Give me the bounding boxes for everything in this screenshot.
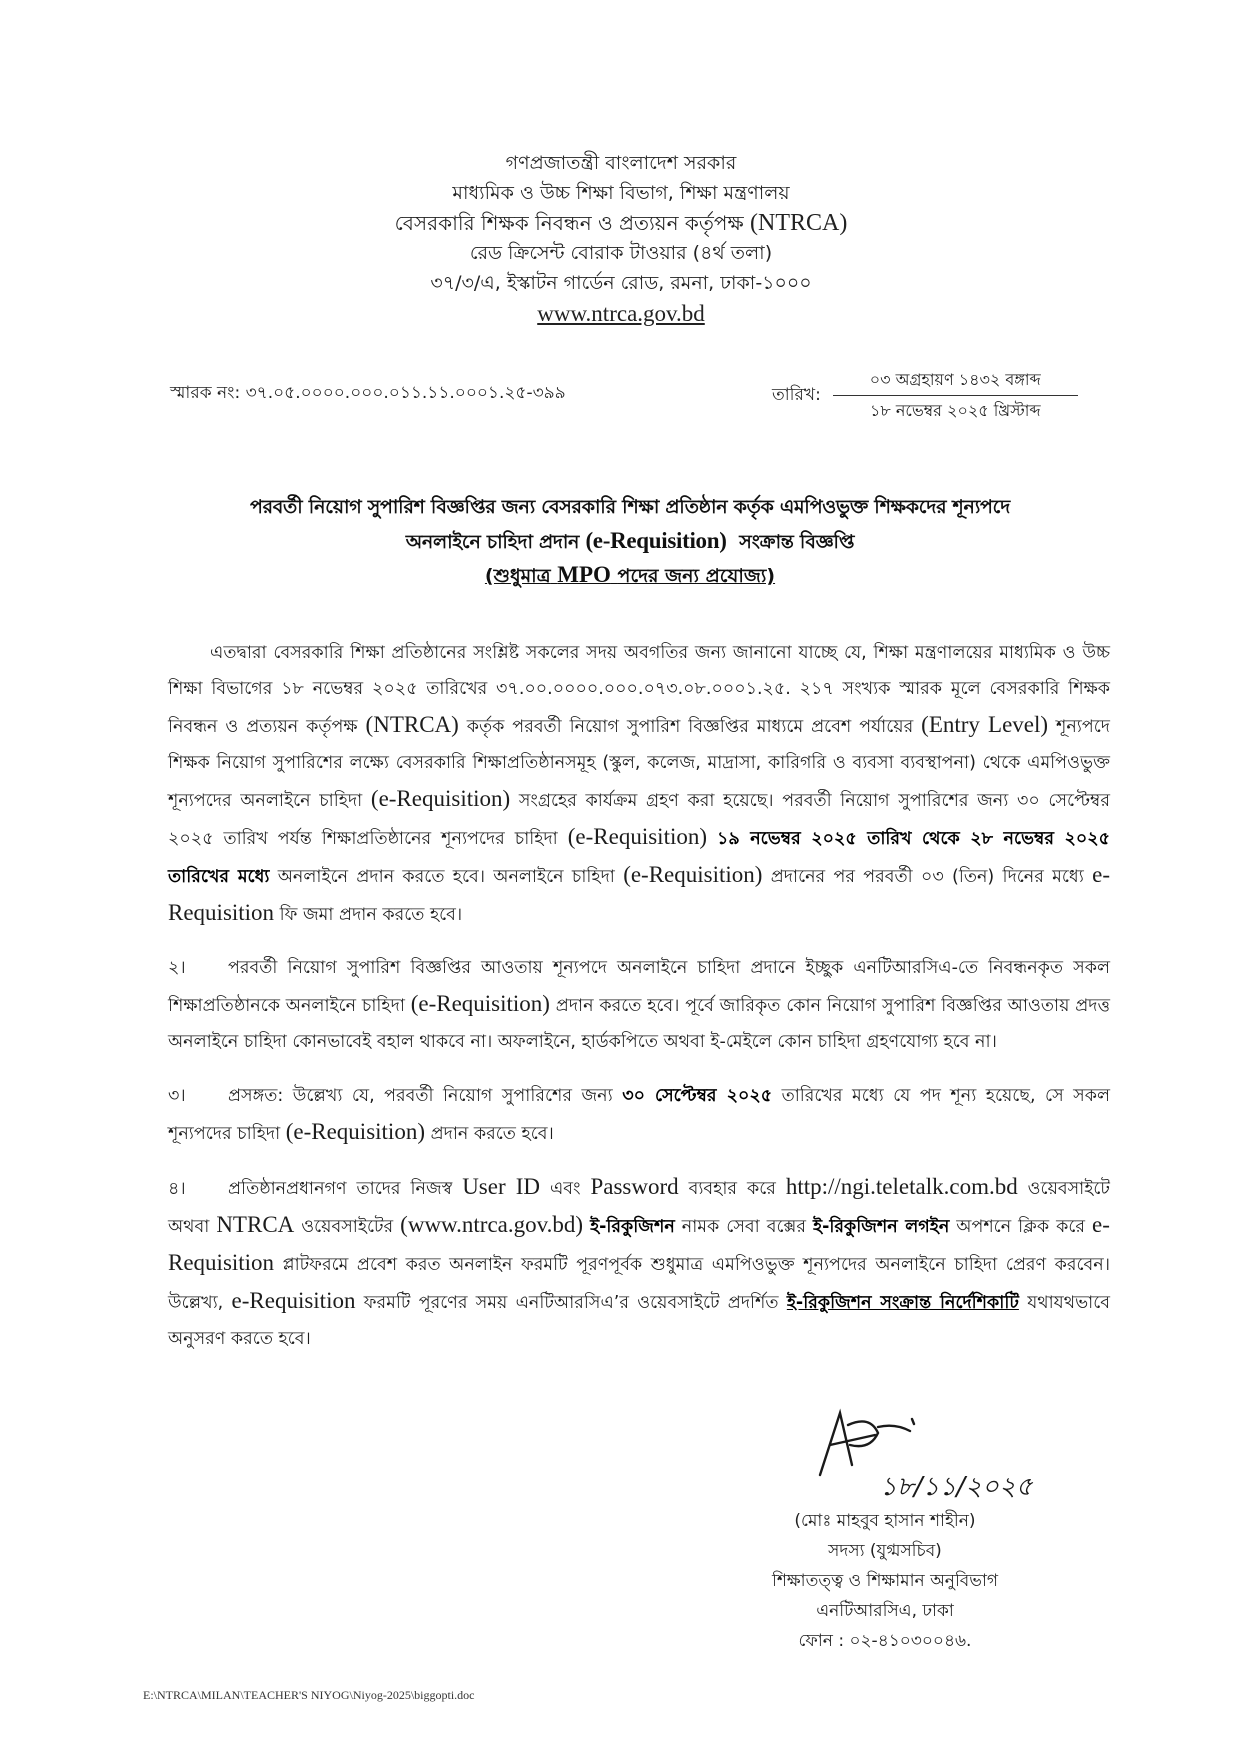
office-address: ৩৭/৩/এ, ইস্কাটন গার্ডেন রোড, রমনা, ঢাকা-১০০০ [430, 272, 812, 294]
title-e-requisition: (e-Requisition) [585, 528, 727, 553]
p4-number: ৪। [168, 1179, 186, 1199]
paragraph-4 [168, 1169, 1110, 1357]
p4-text-3: ব্যবহার করে [688, 1179, 776, 1199]
title-mpo: MPO [557, 562, 611, 587]
letterhead [0, 148, 1242, 330]
p1-text-5: অনলাইনে প্রদান করতে হবে। অনলাইনে চাহিদা [277, 866, 615, 887]
ntrca-link[interactable]: (www.ntrca.gov.bd) [400, 1212, 584, 1237]
p3-text-2: তারিখের মধ্যে যে পদ শূন্য হয়েছে, সে সকল শূন্যপদের চাহিদা [168, 1085, 1110, 1144]
office-building: রেড ক্রিসেন্ট বোরাক টাওয়ার (৪র্থ তলা) [469, 242, 773, 264]
title-line-2 [150, 524, 1110, 559]
p4-user-id: User ID [462, 1174, 541, 1199]
p1-e-requisition-2: (e-Requisition) [567, 823, 708, 849]
title-line-1: পরবর্তী নিয়োগ সুপারিশ বিজ্ঞপ্তির জন্য বেসরকারি শিক্ষা প্রতিষ্ঠান কর্তৃক এমপিওভুক্ত শিক্ষকদের শূন্যপদে [250, 496, 1010, 518]
ministry-division: মাধ্যমিক ও উচ্চ শিক্ষা বিভাগ, শিক্ষা মন্ত্রণালয় [452, 182, 790, 204]
p1-e-requisition-3: (e-Requisition) [623, 861, 763, 887]
title-line-3-prefix: (শুধুমাত্র [484, 565, 551, 587]
p1-text-1: এতদ্বারা বেসরকারি শিক্ষা প্রতিষ্ঠানের সংশ্লিষ্ট সকলের সদয় অবগতির জন্য জানানো যাচ্ছে যে, শিক্ষা মন্ত্রণালয়ের মাধ্যমিক ও উচ্চ শিক্ষা বিভাগের ১৮ নভেম্বর ২০২৫ তারিখের ৩৭.০০.০০০০.০০০.০৭৩.০৮.০০০১.২৫. ২১৭ সংখ্যক স্মারক মূলে বেসরকারি শিক্ষক নিবন্ধন ও প্রত্যয়ন কর্তৃপক্ষ [168, 642, 1110, 737]
signatory-block [720, 1506, 1050, 1656]
p1-entry-level: (Entry Level) [921, 711, 1049, 737]
p1-text-3: শূন্যপদে শিক্ষক নিয়োগ সুপারিশের লক্ষ্যে বেসরকারি শিক্ষাপ্রতিষ্ঠানসমূহ (স্কুল, কলেজ, মাদ্রাসা, কারিগরি ও ব্যবসা ব্যবস্থাপনা) থেকে এমপিওভুক্ত শূন্যপদের অনলাইনে চাহিদা [168, 716, 1110, 811]
memo-label: স্মারক নং: [170, 383, 241, 403]
p4-text-6: নামক সেবা বক্সের [681, 1217, 806, 1237]
title-line-2-text: অনলাইনে চাহিদা প্রদান [405, 531, 580, 553]
file-path-footer: E:\NTRCA\MILAN\TEACHER'S NIYOG\Niyog-2025\biggopti.doc [143, 1688, 475, 1702]
p1-text-2: কর্তৃক পরবর্তী নিয়োগ সুপারিশ বিজ্ঞপ্তির মাধ্যমে প্রবেশ পর্যায়ের [466, 716, 914, 737]
website-link[interactable]: www.ntrca.gov.bd [537, 301, 705, 326]
p4-e-requisition-login: ই-রিকুজিশন লগইন [813, 1217, 950, 1237]
p3-text-3: প্রদান করতে হবে। [430, 1123, 554, 1144]
p3-text-1: প্রসঙ্গত: উল্লেখ্য যে, পরবর্তী নিয়োগ সুপারিশের জন্য [228, 1085, 613, 1106]
p2-text-1: পরবর্তী নিয়োগ সুপারিশ বিজ্ঞপ্তির আওতায় শূন্যপদে অনলাইনে চাহিদা প্রদানে ইচ্ছুক এনটিআরসিএ-তে নিবন্ধনকৃত সকল শিক্ষাপ্রতিষ্ঠানকে অনলাইনে চাহিদা [168, 958, 1110, 1016]
p3-e-requisition: (e-Requisition) [285, 1118, 425, 1144]
p1-text-4: সংগ্রহের কার্যক্রম গ্রহণ করা হয়েছে। পরবর্তী নিয়োগ সুপারিশের জন্য ৩০ সেপ্টেম্বর ২০২৫ তারিখ পর্যন্ত শিক্ষাপ্রতিষ্ঠানের শূন্যপদের চাহিদা [168, 790, 1110, 849]
signatory-designation: সদস্য (যুগ্মসচিব) [828, 1541, 942, 1561]
p3-number: ৩। [168, 1085, 186, 1106]
p4-text-4: ওয়েবসাইটে অথবা [168, 1179, 1110, 1237]
p2-text-2: প্রদান করতে হবে। পূর্বে জারিকৃত কোন নিয়োগ সুপারিশ বিজ্ঞপ্তির আওতায় প্রদত্ত অনলাইনে চাহিদা কোনভাবেই বহাল থাকবে না। অফলাইনে, হার্ডকপিতে অথবা ই-মেইলে কোন চাহিদা গ্রহণযোগ্য হবে না। [168, 996, 1110, 1052]
title-line-3 [150, 559, 1110, 592]
signatory-division: শিক্ষাতত্ত্ব ও শিক্ষামান অনুবিভাগ [771, 1571, 999, 1591]
p4-text-7: অপশনে ক্লিক করে [956, 1217, 1086, 1237]
p4-e-requisition-1: e-Requisition [168, 1212, 1110, 1275]
p1-e-requisition-4: e-Requisition [168, 861, 1110, 925]
p4-text-2: এবং [549, 1179, 581, 1199]
p4-password: Password [590, 1174, 679, 1199]
paragraph-2 [168, 950, 1110, 1060]
signatory-phone: ফোন : ০২-৪১০৩০০৪৬. [798, 1631, 972, 1651]
signature-date: ১৮/১১/২০২৫ [880, 1472, 1033, 1500]
government-name: গণপ্রজাতন্ত্রী বাংলাদেশ সরকার [505, 152, 737, 174]
signatory-office: এনটিআরসিএ, ঢাকা [816, 1601, 954, 1621]
paragraph-3 [168, 1078, 1110, 1152]
p3-cutoff-date: ৩০ সেপ্টেম্বর ২০২৫ [622, 1085, 773, 1106]
signatory-name: (মোঃ মাহবুব হাসান শাহীন) [794, 1511, 976, 1531]
p4-ntrca: NTRCA [216, 1212, 295, 1237]
p1-text-6: প্রদানের পর পরবর্তী ০৩ (তিন) দিনের মধ্যে [770, 866, 1084, 887]
notice-title [150, 490, 1110, 592]
p2-e-requisition: (e-Requisition) [410, 991, 550, 1016]
date-block [772, 368, 1078, 424]
bangla-date: ০৩ অগ্রহায়ণ ১৪৩২ বঙ্গাব্দ [833, 368, 1078, 396]
organization-name-bn: বেসরকারি শিক্ষক নিবন্ধন ও প্রত্যয়ন কর্তৃপক্ষ [394, 211, 744, 235]
date-stack [833, 368, 1078, 424]
title-line-2-suffix: সংক্রান্ত বিজ্ঞপ্তি [739, 531, 855, 553]
memo-value: ৩৭.০৫.০০০০.০০০.০১১.১১.০০০১.২৫-৩৯৯ [245, 383, 566, 403]
title-line-3-suffix: পদের জন্য প্রযোজ্য) [617, 565, 776, 587]
paragraph-1 [168, 635, 1110, 933]
handwritten-signature [800, 1405, 1080, 1500]
memo-number [170, 380, 566, 408]
p4-text-9: ফরমটি পূরণের সময় এনটিআরসিএ’র ওয়েবসাইটে প্রদর্শিত [363, 1293, 779, 1313]
teletalk-link[interactable]: http://ngi.teletalk.com.bd [785, 1174, 1018, 1199]
p4-text-10: যথাযথভাবে অনুসরণ করতে হবে। [168, 1293, 1110, 1349]
signature-scribble-icon [800, 1405, 1080, 1500]
p4-e-requisition-2: e-Requisition [231, 1288, 356, 1313]
p1-deadline: ১৯ নভেম্বর ২০২৫ তারিখ থেকে ২৮ নভেম্বর ২০২৫ তারিখের মধ্যে [168, 828, 1110, 887]
date-label: তারিখ: [772, 385, 821, 405]
english-date: ১৮ নভেম্বর ২০২৫ খ্রিস্টাব্দ [869, 401, 1041, 420]
p2-number: ২। [168, 958, 186, 978]
p1-e-requisition-1: (e-Requisition) [370, 785, 511, 811]
p4-e-requisition-box: ই-রিকুজিশন [590, 1217, 675, 1237]
p1-text-7: ফি জমা প্রদান করতে হবে। [279, 904, 463, 925]
p4-text-8: প্লাটফরমে প্রবেশ করত অনলাইন ফরমটি পূরণপূর্বক শুধুমাত্র এমপিওভুক্ত শূন্যপদের অনলাইনে চাহিদা প্রেরণ করবেন। উল্লেখ্য, [168, 1255, 1110, 1313]
p1-ntrca: (NTRCA) [365, 711, 459, 737]
p4-text-5: ওয়েবসাইটের [301, 1217, 394, 1237]
organization-name [0, 208, 1242, 238]
notice-body [168, 617, 1110, 1369]
p4-text-1: প্রতিষ্ঠানপ্রধানগণ তাদের নিজস্ব [228, 1179, 453, 1199]
organization-abbr: (NTRCA) [750, 210, 848, 236]
p4-guideline-link: ই-রিকুজিশন সংক্রান্ত নির্দেশিকাটি [786, 1293, 1019, 1313]
